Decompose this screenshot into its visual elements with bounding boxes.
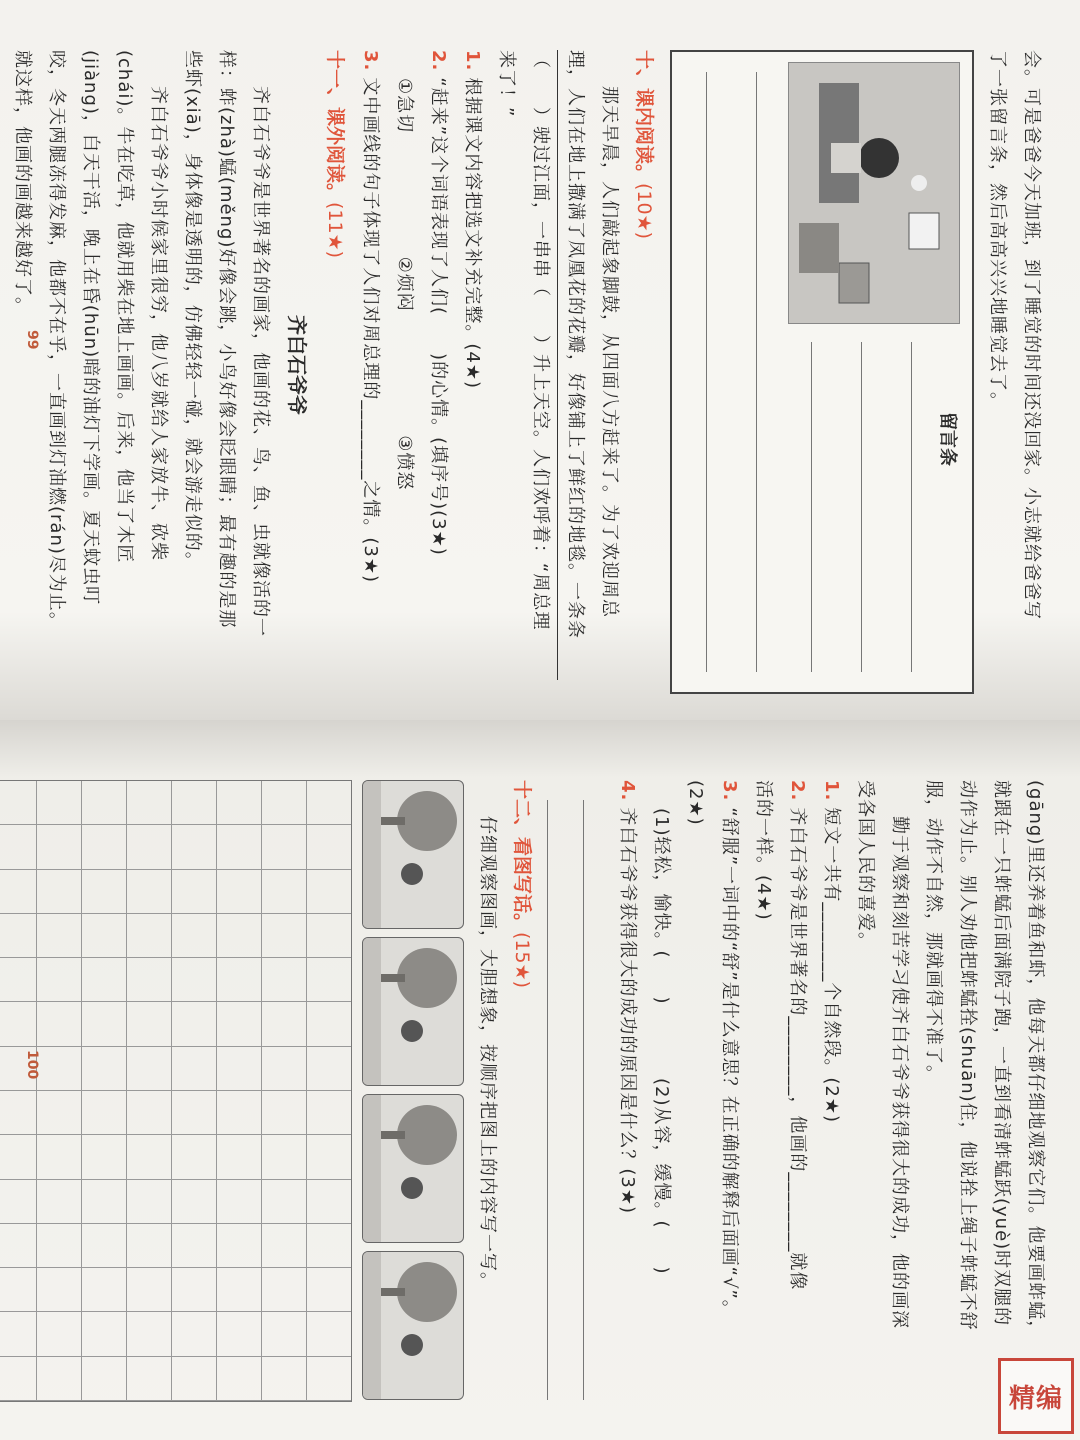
note-writing-line[interactable] (911, 342, 912, 672)
grid-cell[interactable] (306, 870, 351, 914)
grid-cell[interactable] (126, 958, 171, 1002)
grid-cell[interactable] (171, 870, 216, 914)
grid-cell[interactable] (81, 1224, 126, 1268)
answer-lines (540, 780, 610, 1400)
comic-panel-2 (362, 937, 464, 1086)
grid-cell[interactable] (171, 1091, 216, 1135)
grid-cell[interactable] (216, 1002, 261, 1046)
grid-cell[interactable] (306, 1135, 351, 1179)
grid-cell[interactable] (126, 1268, 171, 1312)
grid-cell[interactable] (36, 870, 81, 914)
grid-cell[interactable] (126, 1091, 171, 1135)
grid-cell[interactable] (126, 1135, 171, 1179)
story-line: 样：蚱(zhà)蜢(měng)好像会跳，小鸟好像会眨眼睛；最有趣的是那 (216, 50, 237, 629)
section-points: (11★) (324, 202, 346, 259)
grid-cell[interactable] (306, 1091, 351, 1135)
grid-cell[interactable] (171, 781, 216, 825)
option[interactable]: ①急切 (394, 78, 415, 134)
grid-cell[interactable] (81, 958, 126, 1002)
grid-cell[interactable] (0, 825, 36, 869)
section-label: 十、课内阅读。 (633, 50, 655, 184)
grid-cell[interactable] (306, 1268, 351, 1312)
story-line: 齐白石爷爷是世界著名的画家，他画的花、鸟、鱼、虫就像活的一 (250, 86, 271, 637)
page-number: 100 (24, 1050, 40, 1080)
grid-cell[interactable] (126, 1180, 171, 1224)
grid-cell[interactable] (306, 1312, 351, 1356)
comic-panel-1 (362, 780, 464, 929)
story-line: 咬，冬天两腿冻得发麻，他都不在乎，一直画到灯油燃(rán)尽为止。 (46, 50, 67, 631)
grid-cell[interactable] (81, 1312, 126, 1356)
grid-cell[interactable] (36, 1312, 81, 1356)
intro-line: 了一张留言条，然后高高兴兴地睡觉去了。 (987, 50, 1008, 411)
question-3: 3.“舒服”一词中的“舒”是什么意思？在正确的解释后面画“√”。 (719, 780, 740, 1319)
grid-cell[interactable] (261, 1047, 306, 1091)
section-12-heading (504, 780, 540, 1400)
grid-cell[interactable] (126, 914, 171, 958)
grid-cell[interactable] (0, 1312, 36, 1356)
question-1: 1.根据课文内容把选文补充完整。(4★) (462, 50, 483, 390)
note-writing-line[interactable] (756, 72, 757, 672)
grid-cell[interactable] (261, 914, 306, 958)
grid-cell[interactable] (0, 1268, 36, 1312)
grid-cell[interactable] (306, 1180, 351, 1224)
grid-cell[interactable] (216, 1091, 261, 1135)
grid-cell[interactable] (81, 1091, 126, 1135)
grid-cell[interactable] (0, 1135, 36, 1179)
grid-cell[interactable] (81, 825, 126, 869)
grid-cell[interactable] (126, 1312, 171, 1356)
grid-cell[interactable] (216, 1224, 261, 1268)
grid-cell[interactable] (171, 1268, 216, 1312)
story-line: 齐白石爷爷小时候家里很穷，他八岁就给人家放牛、砍柴 (148, 86, 169, 561)
grid-cell[interactable] (261, 1180, 306, 1224)
grid-cell[interactable] (126, 1357, 171, 1401)
grid-cell[interactable] (261, 870, 306, 914)
comic-panel-4 (362, 1251, 464, 1400)
section-points: (15★) (511, 932, 533, 989)
grid-cell[interactable] (36, 1135, 81, 1179)
boy-writing-illustration (788, 62, 960, 324)
grid-cell[interactable] (0, 1091, 36, 1135)
grid-cell[interactable] (81, 914, 126, 958)
reading-line: （ ）驶过江面，一串串（ ）升上天空。人们欢呼着：“周总理 (530, 50, 551, 631)
question-2: 2.“赶来”这个词语表现了人们( )的心情。(填序号)(3★) (428, 50, 449, 556)
story-line (0, 50, 5, 680)
grid-cell[interactable] (126, 825, 171, 869)
grid-cell[interactable] (171, 1224, 216, 1268)
story-line: (gāng)里还养着鱼和虾，他每天都仔细地观察它们。他要画蚱蜢， (1025, 780, 1046, 1340)
comic-panel-3 (362, 1094, 464, 1243)
grid-cell[interactable] (261, 1357, 306, 1401)
grid-cell[interactable] (36, 1047, 81, 1091)
grid-cell[interactable] (0, 914, 36, 958)
grid-cell[interactable] (171, 1135, 216, 1179)
grid-cell[interactable] (216, 1268, 261, 1312)
section-label: 十一、课外阅读。 (324, 50, 346, 203)
grid-cell[interactable] (261, 1224, 306, 1268)
note-writing-line[interactable] (706, 72, 707, 672)
grid-cell[interactable] (171, 1047, 216, 1091)
grid-cell[interactable] (126, 781, 171, 825)
grid-cell[interactable] (171, 825, 216, 869)
grid-cell[interactable] (306, 1047, 351, 1091)
grid-cell[interactable] (0, 1224, 36, 1268)
grid-cell[interactable] (0, 870, 36, 914)
grid-cell[interactable] (36, 958, 81, 1002)
grid-cell[interactable] (216, 1047, 261, 1091)
note-writing-line[interactable] (811, 342, 812, 672)
story-line: 就这样，他画的画越来越好了。 (12, 50, 33, 316)
reading-line: 来了！” (496, 50, 517, 118)
page-number: 99 (24, 330, 40, 350)
grid-cell[interactable] (216, 1180, 261, 1224)
story-line: 动作为止。别人劝他把蚱蜢拴(shuān)住，他说拴上绳子蚱蜢不舒 (957, 780, 978, 1331)
grid-cell[interactable] (0, 1002, 36, 1046)
intro-line: 会。可是爸爸今天加班，到了睡觉的时间还没回家。小志就给爸爸写 (1021, 50, 1042, 620)
grid-cell[interactable] (36, 1002, 81, 1046)
grid-cell[interactable] (261, 1091, 306, 1135)
option[interactable]: ③愤怒 (394, 435, 415, 491)
grid-cell[interactable] (216, 958, 261, 1002)
grid-cell[interactable] (36, 825, 81, 869)
question-2: 2.齐白石爷爷是世界著名的________，他画的________就像 (787, 780, 808, 1291)
story-line: 些虾(xiā)，身体像是透明的，仿佛轻轻一碰，就会游走似的。 (182, 50, 203, 571)
grid-cell[interactable] (81, 1180, 126, 1224)
section-11-heading (317, 50, 353, 680)
question-2-cont: 活的一样。(4★) (753, 780, 774, 921)
grid-cell[interactable] (81, 870, 126, 914)
story-line: 受各国人民的喜爱。 (855, 780, 876, 951)
reading-line: 那天早晨，人们敲起象脚鼓，从四面八方赶来了。为了欢迎周总 (599, 86, 620, 618)
grid-cell[interactable] (261, 825, 306, 869)
grid-cell[interactable] (81, 1135, 126, 1179)
grid-cell[interactable] (306, 781, 351, 825)
grid-cell[interactable] (126, 1224, 171, 1268)
grid-cell[interactable] (171, 1312, 216, 1356)
story-line: 服，动作不自然，那就画得不准了。 (923, 780, 944, 1084)
grid-cell[interactable] (216, 914, 261, 958)
grid-cell[interactable] (81, 1268, 126, 1312)
grid-cell[interactable] (36, 1091, 81, 1135)
grid-cell[interactable] (126, 1047, 171, 1091)
grid-cell[interactable] (36, 914, 81, 958)
grid-cell[interactable] (36, 1357, 81, 1401)
message-note-box (670, 50, 974, 694)
grid-cell[interactable] (171, 1180, 216, 1224)
grid-cell[interactable] (216, 781, 261, 825)
story-line: (chái)。牛在吃草，他就用柴在地上画画。后来，他当了木匠 (114, 50, 135, 564)
grid-cell[interactable] (81, 1002, 126, 1046)
writing-grid[interactable] (0, 780, 352, 1402)
grid-cell[interactable] (81, 1047, 126, 1091)
answer-line[interactable] (547, 800, 548, 1400)
reading-line-underlined: 理，人们在地上撒满了凤凰花的花瓣，好像铺上了鲜红的地毯。一条条 (557, 50, 592, 680)
grid-cell[interactable] (171, 958, 216, 1002)
grid-cell[interactable] (306, 1357, 351, 1401)
section-label: 十二、看图写话。 (511, 780, 533, 933)
grid-cell[interactable] (0, 1357, 36, 1401)
grid-cell[interactable] (171, 1002, 216, 1046)
right-page (0, 720, 1080, 1440)
grid-cell[interactable] (216, 1312, 261, 1356)
question-3: 3.文中画线的句子体现了人们对周总理的________之情。(3★) (360, 50, 381, 584)
section-10-heading (626, 50, 662, 680)
option[interactable]: ②烦闷 (394, 256, 415, 312)
grid-cell[interactable] (81, 781, 126, 825)
grid-cell[interactable] (261, 1135, 306, 1179)
grid-cell[interactable] (261, 1002, 306, 1046)
story-line: 就跟在一只蚱蜢后面满院子跑，一直到看清蚱蜢跃(yuè)时双腿的 (991, 780, 1012, 1327)
grid-cell[interactable] (216, 825, 261, 869)
grid-cell[interactable] (306, 1224, 351, 1268)
grid-cell[interactable] (126, 1002, 171, 1046)
grid-cell[interactable] (171, 1357, 216, 1401)
section-points: (10★) (633, 183, 655, 240)
grid-cell[interactable] (36, 1180, 81, 1224)
grid-cell[interactable] (0, 781, 36, 825)
grid-cell[interactable] (261, 958, 306, 1002)
note-writing-line[interactable] (861, 342, 862, 672)
grid-cell[interactable] (126, 870, 171, 914)
question-3-points: (2★) (685, 780, 706, 826)
story-line: (jiàng)，白天干活，晚上在昏(hūn)暗的油灯下学画。夏天蚊虫叮 (80, 50, 101, 606)
grid-cell[interactable] (306, 825, 351, 869)
story-line: 勤于观察和刻苦学习使齐白石爷爷获得很大的成功，他的画深 (889, 816, 910, 1329)
grid-cell[interactable] (306, 958, 351, 1002)
grid-cell[interactable] (171, 914, 216, 958)
comic-strip (362, 780, 464, 1400)
grid-cell[interactable] (81, 1357, 126, 1401)
grid-cell[interactable] (216, 1357, 261, 1401)
grid-cell[interactable] (0, 1180, 36, 1224)
grid-cell[interactable] (36, 1224, 81, 1268)
question-4: 4.齐白石爷爷获得很大的成功的原因是什么？(3★) (617, 780, 638, 1215)
grid-cell[interactable] (216, 1135, 261, 1179)
option[interactable]: (1)轻松，愉快。( ) (651, 808, 672, 1005)
option[interactable]: (2)从容，缓慢。( ) (651, 1078, 672, 1275)
grid-cell[interactable] (306, 1002, 351, 1046)
grid-cell[interactable] (0, 958, 36, 1002)
question-3-options (644, 780, 678, 1400)
instruction-line: 仔细观察图画，大胆想象，按顺序把图上的内容写一写。 (477, 816, 498, 1291)
watermark-stamp: 精编 (998, 1358, 1074, 1434)
grid-cell[interactable] (36, 1268, 81, 1312)
story-title: 齐白石爷爷 (285, 315, 309, 415)
grid-cell[interactable] (261, 1268, 306, 1312)
grid-cell[interactable] (36, 781, 81, 825)
answer-line[interactable] (583, 800, 584, 1400)
question-2-options (387, 50, 421, 680)
grid-cell[interactable] (261, 1312, 306, 1356)
grid-cell[interactable] (306, 914, 351, 958)
grid-cell[interactable] (216, 870, 261, 914)
question-1: 1.短文一共有________个自然段。(2★) (821, 780, 842, 1124)
note-title: 留言条 (937, 412, 958, 466)
grid-cell[interactable] (261, 781, 306, 825)
